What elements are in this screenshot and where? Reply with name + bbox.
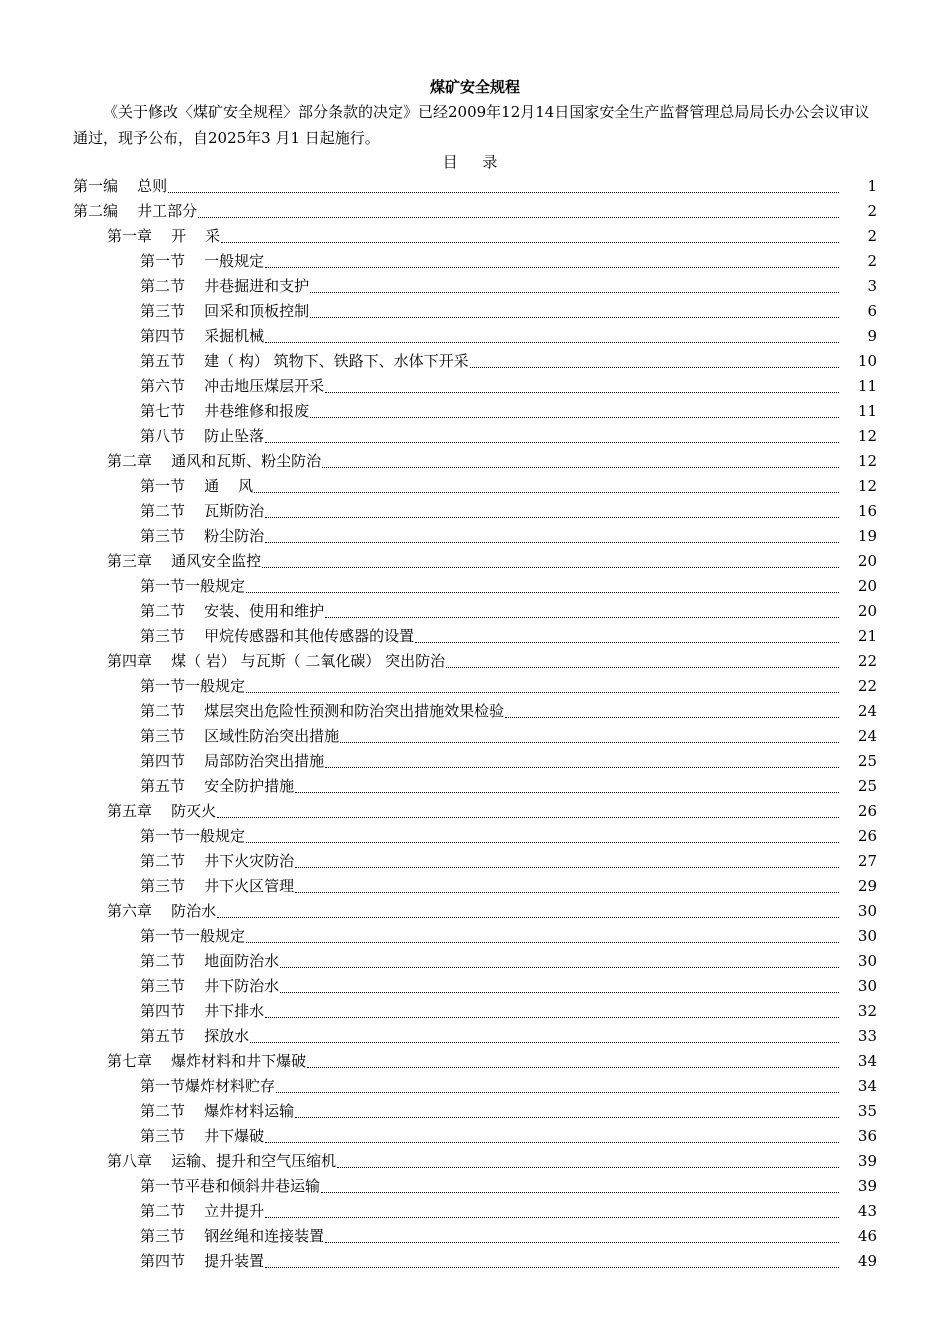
toc-entry-text: 第三节 井下爆破: [140, 1127, 265, 1145]
toc-entry-page: 25: [857, 752, 877, 770]
toc-entry-page: 12: [857, 452, 877, 470]
toc-dot-leader: [337, 1167, 839, 1168]
toc-dot-leader: [505, 717, 839, 718]
toc-entry-text: 第二节 瓦斯防治: [140, 502, 265, 520]
toc-entry-text: 第六节 冲击地压煤层开采: [140, 377, 325, 395]
toc-dot-leader: [262, 567, 839, 568]
toc-entry[interactable]: [73, 699, 877, 724]
toc-entry-page: 30: [857, 977, 877, 995]
toc-entry[interactable]: [73, 299, 877, 324]
toc-entry-page: 11: [857, 402, 877, 420]
toc-dot-leader: [198, 217, 839, 218]
toc-entry[interactable]: [73, 424, 877, 449]
toc-dot-leader: [446, 667, 839, 668]
toc-entry[interactable]: [73, 249, 877, 274]
toc-entry-text: 第五章 防灭火: [107, 802, 217, 820]
toc-entry[interactable]: [73, 724, 877, 749]
toc-entry-page: 20: [857, 577, 877, 595]
toc-entry[interactable]: [73, 949, 877, 974]
toc-entry-text: 第三节 粉尘防治: [140, 527, 265, 545]
toc-entry-page: 43: [857, 1202, 877, 1220]
toc-entry-text: 第二节 地面防治水: [140, 952, 280, 970]
toc-entry-page: 2: [867, 227, 877, 245]
toc-entry-text: 第一节爆炸材料贮存: [140, 1077, 276, 1095]
toc-entry-text: 第二节 爆炸材料运输: [140, 1102, 295, 1120]
toc-entry-page: 34: [857, 1052, 877, 1070]
toc-dot-leader: [246, 692, 839, 693]
toc-dot-leader: [265, 517, 839, 518]
toc-dot-leader: [322, 467, 839, 468]
toc-entry-page: 46: [857, 1227, 877, 1245]
toc-entry-text: 第三章 通风安全监控: [107, 552, 262, 570]
toc-dot-leader: [295, 892, 839, 893]
toc-entry[interactable]: [73, 1124, 877, 1149]
toc-dot-leader: [276, 1092, 839, 1093]
toc-entry-text: 第二编 井工部分: [73, 202, 198, 220]
toc-entry-page: 20: [857, 602, 877, 620]
toc-entry[interactable]: [73, 399, 877, 424]
toc-entry[interactable]: [73, 449, 877, 474]
toc-entry-page: 2: [867, 202, 877, 220]
intro-paragraph: 《关于修改〈煤矿安全规程〉部分条款的决定》已经2009年12月14日国家安全生产监督管理总局局长办公会议审议通过，现予公布，自2025年3 月1 日起施行。: [73, 103, 870, 147]
toc-entry-text: 第六章 防治水: [107, 902, 217, 920]
toc-entry-text: 第四节 井下排水: [140, 1002, 265, 1020]
toc-entry-page: 27: [857, 852, 877, 870]
toc-entry-page: 36: [857, 1127, 877, 1145]
toc-dot-leader: [415, 642, 839, 643]
toc-entry-text: 第一节平巷和倾斜井巷运输: [140, 1177, 321, 1195]
toc-dot-leader: [221, 242, 839, 243]
toc-dot-leader: [325, 767, 839, 768]
toc-dot-leader: [310, 292, 839, 293]
toc-entry-page: 10: [857, 352, 877, 370]
toc-entry-page: 34: [857, 1077, 877, 1095]
toc-entry-text: 第四节 提升装置: [140, 1252, 265, 1270]
toc-entry-text: 第七节 井巷维修和报废: [140, 402, 310, 420]
toc-entry-page: 30: [857, 902, 877, 920]
toc-entry-text: 第一节一般规定: [140, 927, 246, 945]
toc-dot-leader: [265, 1217, 839, 1218]
toc-dot-leader: [310, 317, 839, 318]
toc-entry[interactable]: [73, 624, 877, 649]
toc-entry-text: 第三节 井下防治水: [140, 977, 280, 995]
toc-entry-page: 2: [867, 252, 877, 270]
toc-entry-page: 30: [857, 927, 877, 945]
toc-entry-page: 32: [857, 1002, 877, 1020]
toc-dot-leader: [340, 742, 839, 743]
toc-entry-page: 39: [857, 1152, 877, 1170]
toc-entry[interactable]: [73, 349, 877, 374]
toc-entry-page: 20: [857, 552, 877, 570]
table-of-contents: [73, 174, 877, 1274]
toc-entry-page: 12: [857, 477, 877, 495]
toc-dot-leader: [265, 342, 839, 343]
toc-entry-page: 30: [857, 952, 877, 970]
toc-entry[interactable]: [73, 999, 877, 1024]
toc-entry[interactable]: [73, 599, 877, 624]
toc-entry-text: 第一节 通 风: [140, 477, 254, 495]
toc-entry[interactable]: [73, 174, 877, 199]
toc-entry-text: 第一节 一般规定: [140, 252, 265, 270]
toc-entry-text: 第三节 回采和顶板控制: [140, 302, 310, 320]
toc-dot-leader: [246, 942, 839, 943]
toc-entry-page: 25: [857, 777, 877, 795]
toc-entry-text: 第四节 采掘机械: [140, 327, 265, 345]
toc-dot-leader: [265, 1267, 839, 1268]
toc-dot-leader: [265, 442, 839, 443]
toc-entry[interactable]: [73, 474, 877, 499]
toc-entry-page: 29: [857, 877, 877, 895]
toc-entry-page: 6: [867, 302, 877, 320]
toc-entry[interactable]: [73, 974, 877, 999]
toc-dot-leader: [265, 1142, 839, 1143]
toc-dot-leader: [265, 1017, 839, 1018]
toc-dot-leader: [310, 417, 839, 418]
toc-dot-leader: [254, 492, 839, 493]
toc-entry[interactable]: [73, 524, 877, 549]
toc-entry[interactable]: [73, 549, 877, 574]
toc-dot-leader: [321, 1192, 839, 1193]
toc-entry-text: 第二节 安装、使用和维护: [140, 602, 325, 620]
toc-entry[interactable]: [73, 1049, 877, 1074]
toc-entry-page: 26: [857, 827, 877, 845]
toc-entry[interactable]: [73, 274, 877, 299]
toc-entry-text: 第三节 甲烷传感器和其他传感器的设置: [140, 627, 415, 645]
toc-entry-page: 35: [857, 1102, 877, 1120]
toc-entry[interactable]: [73, 849, 877, 874]
toc-entry[interactable]: [73, 924, 877, 949]
toc-dot-leader: [307, 1067, 839, 1068]
toc-entry-text: 第三节 区域性防治突出措施: [140, 727, 340, 745]
toc-entry-page: 22: [857, 677, 877, 695]
toc-dot-leader: [295, 867, 839, 868]
toc-entry-page: 21: [857, 627, 877, 645]
toc-dot-leader: [265, 542, 839, 543]
toc-entry[interactable]: [73, 1174, 877, 1199]
toc-entry-text: 第五节 探放水: [140, 1027, 250, 1045]
toc-entry[interactable]: [73, 1024, 877, 1049]
toc-entry[interactable]: [73, 774, 877, 799]
toc-entry-page: 16: [857, 502, 877, 520]
toc-entry[interactable]: [73, 1224, 877, 1249]
toc-dot-leader: [217, 817, 839, 818]
toc-entry-text: 第二节 煤层突出危险性预测和防治突出措施效果检验: [140, 702, 505, 720]
toc-entry-page: 24: [857, 702, 877, 720]
toc-entry-text: 第一编 总则: [73, 177, 168, 195]
toc-entry[interactable]: [73, 224, 877, 249]
toc-entry-text: 第四节 局部防治突出措施: [140, 752, 325, 770]
toc-entry[interactable]: [73, 1099, 877, 1124]
toc-entry[interactable]: [73, 824, 877, 849]
toc-dot-leader: [280, 967, 839, 968]
toc-dot-leader: [265, 267, 839, 268]
toc-heading: 目 录: [442, 153, 508, 171]
toc-dot-leader: [280, 992, 839, 993]
toc-entry-text: 第一节一般规定: [140, 677, 246, 695]
toc-dot-leader: [168, 192, 839, 193]
toc-entry[interactable]: [73, 574, 877, 599]
toc-dot-leader: [246, 842, 839, 843]
toc-entry-page: 49: [857, 1252, 877, 1270]
toc-entry[interactable]: [73, 1074, 877, 1099]
toc-entry[interactable]: [73, 199, 877, 224]
toc-entry-text: 第五节 建（ 构） 筑物下、铁路下、水体下开采: [140, 352, 469, 370]
toc-dot-leader: [295, 1117, 839, 1118]
toc-entry-page: 3: [867, 277, 877, 295]
toc-entry-text: 第二节 井下火灾防治: [140, 852, 295, 870]
toc-entry[interactable]: [73, 799, 877, 824]
toc-entry[interactable]: [73, 899, 877, 924]
toc-entry[interactable]: [73, 1199, 877, 1224]
toc-entry-page: 12: [857, 427, 877, 445]
toc-dot-leader: [246, 592, 839, 593]
toc-entry-page: 22: [857, 652, 877, 670]
toc-entry[interactable]: [73, 374, 877, 399]
toc-entry-text: 第三节 井下火区管理: [140, 877, 295, 895]
toc-entry-page: 1: [867, 177, 877, 195]
toc-entry-text: 第一节一般规定: [140, 577, 246, 595]
toc-dot-leader: [250, 1042, 839, 1043]
toc-entry-page: 11: [857, 377, 877, 395]
toc-entry[interactable]: [73, 649, 877, 674]
toc-entry-page: 9: [867, 327, 877, 345]
toc-entry-text: 第二章 通风和瓦斯、粉尘防治: [107, 452, 322, 470]
toc-entry-text: 第八章 运输、提升和空气压缩机: [107, 1152, 337, 1170]
toc-dot-leader: [325, 1242, 839, 1243]
toc-entry[interactable]: [73, 499, 877, 524]
toc-entry-text: 第八节 防止坠落: [140, 427, 265, 445]
toc-entry-page: 24: [857, 727, 877, 745]
toc-entry-page: 26: [857, 802, 877, 820]
toc-entry-text: 第四章 煤（ 岩） 与瓦斯（ 二氧化碳） 突出防治: [107, 652, 446, 670]
toc-dot-leader: [325, 392, 839, 393]
toc-entry[interactable]: [73, 674, 877, 699]
toc-entry-text: 第三节 钢丝绳和连接装置: [140, 1227, 325, 1245]
toc-entry-text: 第五节 安全防护措施: [140, 777, 295, 795]
toc-entry[interactable]: [73, 749, 877, 774]
toc-dot-leader: [295, 792, 839, 793]
toc-entry[interactable]: [73, 324, 877, 349]
toc-entry-text: 第二节 立井提升: [140, 1202, 265, 1220]
toc-entry[interactable]: [73, 874, 877, 899]
toc-entry-text: 第一节一般规定: [140, 827, 246, 845]
toc-entry-page: 33: [857, 1027, 877, 1045]
toc-entry[interactable]: [73, 1249, 877, 1274]
toc-entry-page: 39: [857, 1177, 877, 1195]
toc-entry-text: 第七章 爆炸材料和井下爆破: [107, 1052, 307, 1070]
toc-entry-text: 第一章 开 采: [107, 227, 221, 245]
toc-dot-leader: [470, 367, 839, 368]
toc-entry[interactable]: [73, 1149, 877, 1174]
toc-entry-text: 第二节 井巷掘进和支护: [140, 277, 310, 295]
toc-entry-page: 19: [857, 527, 877, 545]
toc-dot-leader: [217, 917, 839, 918]
toc-dot-leader: [325, 617, 839, 618]
document-title: 煤矿安全规程: [429, 78, 520, 96]
